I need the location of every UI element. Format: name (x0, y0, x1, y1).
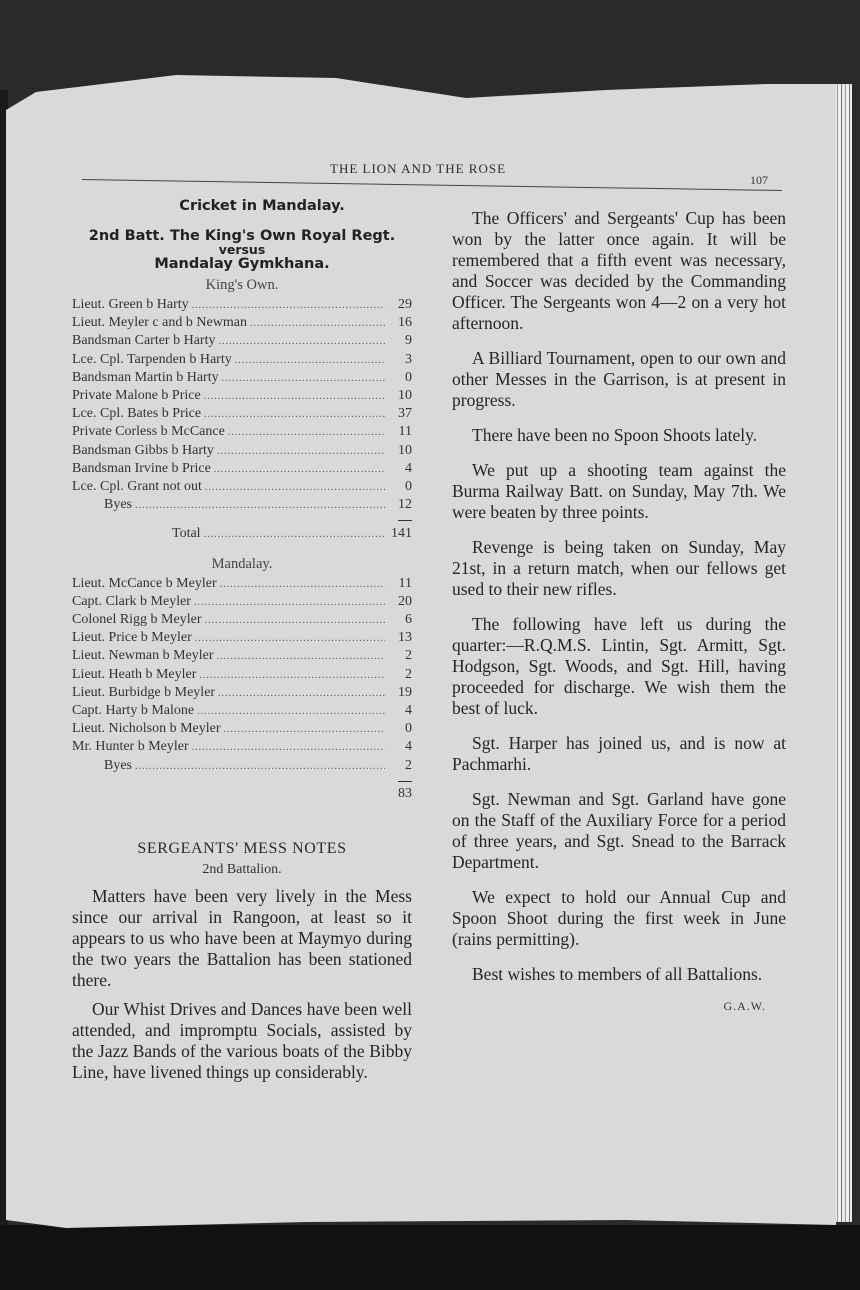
paragraph: Best wishes to members of all Battalions. (472, 964, 763, 984)
innings-mandalay (72, 556, 412, 802)
paragraph: We put up a shooting team against the Burma Railway Batt. on Sunday, May 7th. We were beaten by three points. (452, 460, 786, 522)
paragraph: Matters have been very lively in the Mess since our arrival in Rangoon, at least so it appears to us who have been at Maymyo during the two years the Battalion has been stationed there. (72, 885, 412, 990)
leader-dots (205, 479, 385, 496)
runs-scored: 4 (405, 703, 412, 719)
batting-entry (72, 647, 412, 665)
batsman-dismissal: Lce. Cpl. Bates b Price (72, 406, 202, 422)
runs-scored: 11 (398, 424, 412, 440)
leader-dots (204, 526, 385, 543)
runs-scored: 2 (405, 666, 412, 682)
runs-scored: 4 (405, 460, 412, 476)
runs-scored: 10 (398, 442, 412, 458)
byes-row (72, 496, 412, 514)
leader-dots (228, 424, 385, 441)
versus-label: versus (218, 242, 266, 257)
batting-entry (72, 666, 412, 684)
right-paragraphs (452, 208, 786, 985)
batting-entry (72, 738, 412, 756)
right-column (452, 208, 786, 1014)
batting-entry (72, 387, 412, 405)
runs-scored: 0 (405, 721, 412, 737)
section-subtitle: 2nd Battalion. (202, 861, 282, 877)
batsman-dismissal: Capt. Clark b Meyler (72, 593, 191, 609)
batsman-dismissal: Lce. Cpl. Tarpenden b Harty (72, 351, 232, 367)
leader-dots (217, 648, 385, 665)
leader-dots (197, 703, 385, 720)
paragraph: There have been no Spoon Shoots lately. (472, 425, 758, 445)
leader-dots (194, 594, 385, 611)
batting-entry (72, 629, 412, 647)
batting-entry (72, 442, 412, 460)
running-title: THE LION AND THE ROSE (330, 161, 507, 176)
batsman-dismissal: Lieut. Price b Meyler (72, 630, 192, 646)
batting-entry (72, 593, 412, 611)
page-number: 107 (750, 173, 768, 187)
total-label: Total (172, 526, 201, 542)
runs-scored: 10 (398, 388, 412, 404)
batsman-dismissal: Lieut. Newman b Meyler (72, 648, 214, 664)
signature: G.A.W. (723, 999, 766, 1013)
batting-entry (72, 684, 412, 702)
team-heading: Mandalay. (211, 555, 273, 572)
batsman-dismissal: Capt. Harty b Malone (72, 703, 195, 719)
batting-entry (72, 423, 412, 441)
leader-dots (135, 758, 385, 775)
runs-scored: 37 (398, 406, 412, 422)
leader-dots (204, 388, 385, 405)
batting-entry (72, 575, 412, 593)
batsman-dismissal: Private Corless b McCance (72, 424, 225, 440)
runs-scored: 19 (398, 684, 412, 700)
opponent-title: Mandalay Gymkhana. (154, 256, 330, 272)
leader-dots (217, 443, 385, 460)
batsman-dismissal: Mr. Hunter b Meyler (72, 739, 189, 755)
leader-dots (235, 352, 385, 369)
paragraph: Our Whist Drives and Dances have been well attended, and impromptu Socials, assisted by the Jazz Bands of the various boats of the Bibby Line, have livened things up considerably. (72, 998, 412, 1082)
batsman-dismissal: Lce. Cpl. Grant not out (72, 479, 202, 495)
leader-dots (214, 461, 385, 478)
paragraph: A Billiard Tournament, open to our own and other Messes in the Garrison, is at present in progress. (452, 348, 786, 410)
leader-dots (218, 685, 385, 702)
batting-entry (72, 369, 412, 387)
byes-label: Byes (104, 757, 132, 773)
batsman-dismissal: Private Malone b Price (72, 388, 201, 404)
total-value: 141 (391, 526, 412, 542)
left-paragraphs (72, 886, 412, 1083)
total-row (72, 525, 412, 543)
leader-dots (250, 315, 385, 332)
team-heading: King's Own. (205, 277, 279, 293)
batting-entry (72, 720, 412, 738)
batting-entry (72, 611, 412, 629)
byes-value: 12 (398, 497, 412, 513)
leader-dots (220, 576, 385, 593)
batsman-dismissal: Lieut. Heath b Meyler (72, 666, 197, 682)
batting-entry (72, 351, 412, 369)
paragraph: The Officers' and Sergeants' Cup has been won by the latter once again. It will be remembered that a fifth event was necessary, and Soccer was decided by the Commanding Officer. The Sergeants won 4—2 on a very hot afternoon. (452, 208, 786, 333)
paragraph: The following have left us during the quarter:—R.Q.M.S. Lintin, Sgt. Armitt, Sgt. Hodgson, Sgt. Woods, and Sgt. Hill, having proceeded for discharge. We wish them the best of luck. (452, 614, 786, 718)
leader-dots (205, 612, 386, 629)
leader-dots (218, 333, 385, 350)
leader-dots (224, 721, 385, 738)
runs-scored: 2 (405, 648, 412, 664)
leader-dots (135, 497, 385, 514)
batting-entry (72, 405, 412, 423)
batsman-dismissal: Bandsman Gibbs b Harty (72, 442, 214, 458)
innings-kings-own (72, 277, 412, 544)
leader-dots (195, 630, 385, 647)
batting-entry (72, 460, 412, 478)
runs-scored: 16 (398, 315, 412, 331)
batsman-dismissal: Bandsman Martin b Harty (72, 369, 219, 385)
batting-entry (72, 478, 412, 496)
batsman-dismissal: Colonel Rigg b Meyler (72, 612, 202, 628)
byes-value: 2 (405, 757, 412, 773)
batsman-dismissal: Lieut. Green b Harty (72, 297, 189, 312)
leader-dots (222, 370, 385, 387)
total-value: 83 (398, 785, 412, 801)
batsman-dismissal: Lieut. Nicholson b Meyler (72, 721, 221, 737)
runs-scored: 13 (398, 630, 412, 646)
paragraph: Sgt. Harper has joined us, and is now at Pachmarhi. (452, 733, 786, 774)
paragraph: Revenge is being taken on Sunday, May 21st, in a return match, when our fellows get used to their new rifles. (452, 537, 786, 599)
batsman-dismissal: Lieut. McCance b Meyler (72, 575, 217, 591)
batting-entry (72, 332, 412, 350)
section-title: SERGEANTS' MESS NOTES (137, 839, 347, 857)
left-column (72, 198, 412, 1089)
paragraph: We expect to hold our Annual Cup and Spoon Shoot during the first week in June (rains permitting). (452, 887, 786, 949)
sum-rule (398, 781, 412, 782)
runs-scored: 9 (405, 333, 412, 349)
leader-dots (192, 297, 385, 314)
leader-dots (204, 406, 385, 423)
runs-scored: 4 (405, 739, 412, 755)
cricket-title: Cricket in Mandalay. (179, 198, 345, 214)
runs-scored: 3 (405, 351, 412, 367)
batsman-dismissal: Bandsman Carter b Harty (72, 333, 216, 349)
paragraph: Sgt. Newman and Sgt. Garland have gone on the Staff of the Auxiliary Force for a period of three years, and Sgt. Snead to the Barrack Department. (452, 789, 786, 872)
batsman-dismissal: Lieut. Meyler c and b Newman (72, 315, 247, 331)
page-edges (834, 84, 852, 1222)
byes-label: Byes (104, 497, 132, 513)
runs-scored: 20 (398, 593, 412, 609)
byes-row (72, 757, 412, 775)
runs-scored: 0 (405, 479, 412, 495)
batsman-dismissal: Lieut. Burbidge b Meyler (72, 684, 216, 700)
match-title: 2nd Batt. The King's Own Royal Regt. (88, 228, 396, 244)
batsman-dismissal: Bandsman Irvine b Price (72, 460, 211, 476)
batting-entry (72, 702, 412, 720)
runs-scored: 0 (405, 369, 412, 385)
runs-scored: 11 (398, 575, 412, 591)
runs-scored: 6 (405, 612, 412, 628)
batting-entry (72, 314, 412, 332)
table-surface (0, 1225, 860, 1290)
leader-dots (192, 739, 385, 756)
runs-scored: 29 (398, 297, 412, 312)
leader-dots (199, 667, 385, 684)
batting-entry (72, 296, 412, 314)
sum-rule (398, 520, 412, 521)
